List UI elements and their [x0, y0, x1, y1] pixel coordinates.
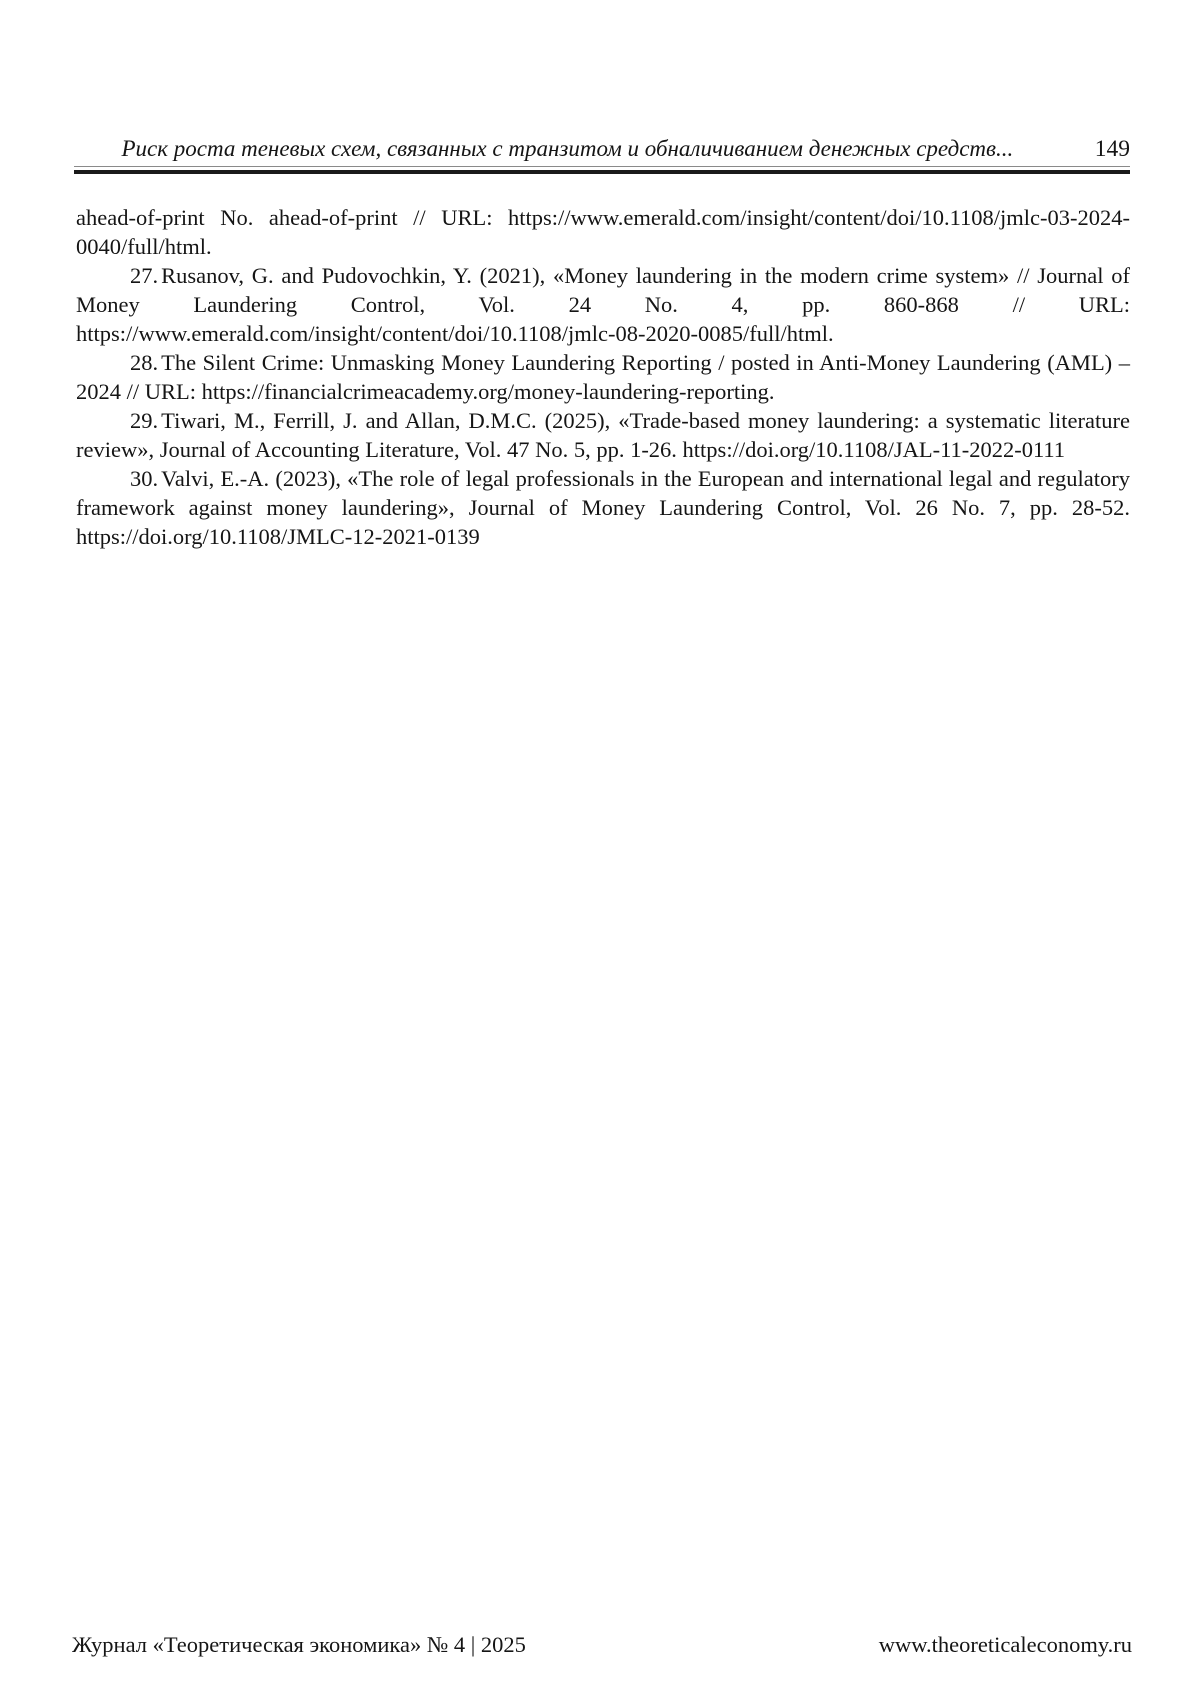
reference-27	[76, 261, 1130, 348]
reference-30	[76, 464, 1130, 551]
reference-29	[76, 406, 1130, 464]
reference-number: 27.	[130, 263, 159, 288]
page-footer	[72, 1631, 1132, 1658]
reference-number: 30.	[130, 466, 159, 491]
reference-text: Rusanov, G. and Pudovochkin, Y. (2021), «Money laundering in the modern crime system» // Journal of Money Laundering Control, Vol. 24 No. 4, pp. 860-868 // URL: https://www.emerald.com/insight/content/doi/10.1108/jmlc-08-2020-0085/full/html.	[76, 263, 1130, 346]
reference-text: Valvi, E.-A. (2023), «The role of legal professionals in the European and international legal and regulatory framework against money laundering», Journal of Money Laundering Control, Vol. 26 No. 7, pp. 28-52. https://doi.org/10.1108/JMLC-12-2021-0139	[76, 466, 1130, 549]
website-url: www.theoreticaleconomy.ru	[878, 1632, 1132, 1657]
reference-number: 29.	[130, 408, 159, 433]
running-head	[74, 136, 1130, 162]
journal-label: Журнал «Теоретическая экономика» № 4 | 2025	[72, 1632, 526, 1657]
reference-28	[76, 348, 1130, 406]
reference-text: ahead-of-print No. ahead-of-print // URL: https://www.emerald.com/insight/content/doi/10.1108/jmlc-03-2024-0040/full/html.	[76, 205, 1130, 259]
running-title: Риск роста теневых схем, связанных с транзитом и обналичиванием денежных средств...	[121, 136, 1014, 161]
references-list	[76, 203, 1130, 551]
reference-26-continuation	[76, 203, 1130, 261]
reference-number: 28.	[130, 350, 159, 375]
reference-text: Tiwari, M., Ferrill, J. and Allan, D.M.C. (2025), «Trade-based money laundering: a systematic literature review», Journal of Accounting Literature, Vol. 47 No. 5, pp. 1-26. https://doi.org/10.1108/JAL-11-2022-0111	[76, 408, 1130, 462]
reference-text: The Silent Crime: Unmasking Money Laundering Reporting / posted in Anti-Money Laundering (AML) – 2024 // URL: https://financialcrimeacademy.org/money-laundering-reporting.	[76, 350, 1130, 404]
page-number: 149	[1094, 136, 1130, 162]
header-rule	[74, 166, 1130, 174]
